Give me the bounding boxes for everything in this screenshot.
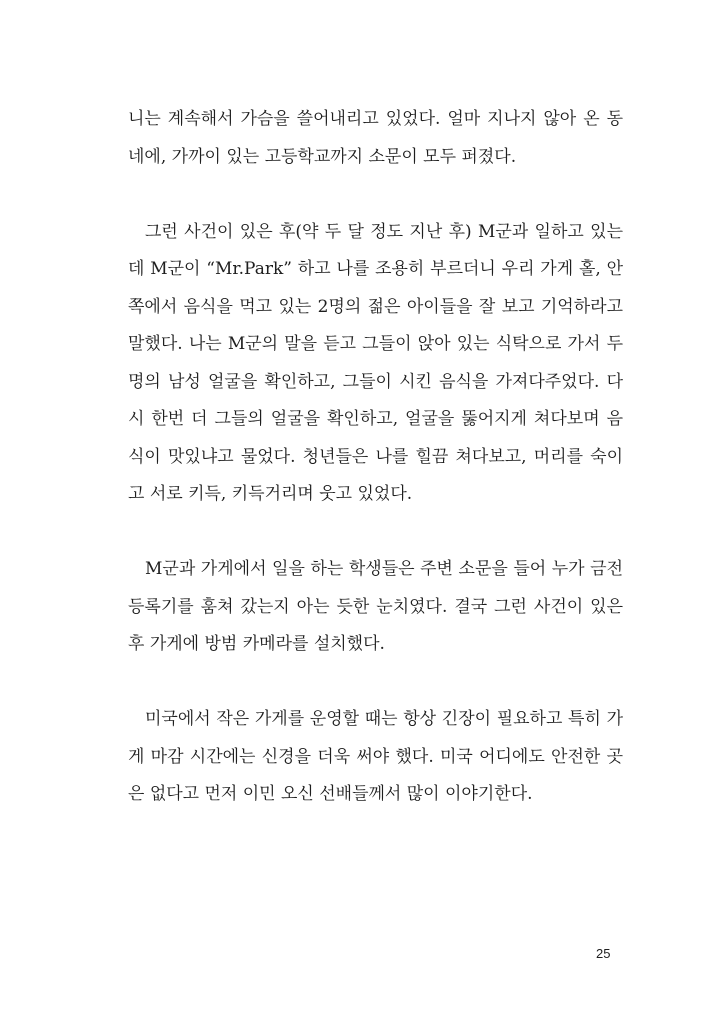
text-line: 등록기를 훔쳐 갔는지 아는 듯한 눈치였다. 결국 그런 사건이 있은 xyxy=(128,596,623,617)
paragraph xyxy=(128,101,623,176)
body-text xyxy=(128,101,623,814)
text-line: 은 없다고 먼저 이민 오신 선배들께서 많이 이야기한다. xyxy=(128,784,533,804)
text-line: 니는 계속해서 가슴을 쓸어내리고 있었다. 얼마 지나지 않아 온 동 xyxy=(128,109,623,129)
paragraph-spacer xyxy=(128,176,623,214)
text-line: 명의 남성 얼굴을 확인하고, 그들이 시킨 음식을 가져다주었다. 다 xyxy=(128,371,623,392)
text-line: 후 가게에 방범 카메라를 설치했다. xyxy=(128,634,385,654)
text-line: 그런 사건이 있은 후(약 두 달 정도 지난 후) M군과 일하고 있는 xyxy=(145,221,623,242)
text-line: 네에, 가까이 있는 고등학교까지 소문이 모두 퍼졌다. xyxy=(128,146,517,167)
paragraph xyxy=(128,551,623,664)
text-line: 데 M군이 “Mr.Park” 하고 나를 조용히 부르더니 우리 가게 홀, 안 xyxy=(128,259,623,279)
text-line: 시 한번 더 그들의 얼굴을 확인하고, 얼굴을 뚫어지게 쳐다보며 음 xyxy=(128,409,623,429)
text-line: M군과 가게에서 일을 하는 학생들은 주변 소문을 들어 누가 금전 xyxy=(145,559,623,579)
text-line: 쪽에서 음식을 먹고 있는 2명의 젊은 아이들을 잘 보고 기억하라고 xyxy=(128,296,623,317)
text-line: 게 마감 시간에는 신경을 더욱 써야 했다. 미국 어디에도 안전한 곳 xyxy=(128,746,623,767)
text-line: 식이 맛있냐고 물었다. 청년들은 나를 힐끔 쳐다보고, 머리를 숙이 xyxy=(128,446,623,467)
text-line: 미국에서 작은 가게를 운영할 때는 항상 긴장이 필요하고 특히 가 xyxy=(145,709,623,729)
page-number: 25 xyxy=(596,946,611,961)
text-line: 고 서로 키득, 키득거리며 웃고 있었다. xyxy=(128,484,413,504)
paragraph-spacer xyxy=(128,514,623,552)
paragraph xyxy=(128,214,623,514)
paragraph xyxy=(128,701,623,814)
text-line: 말했다. 나는 M군의 말을 듣고 그들이 앉아 있는 식탁으로 가서 두 xyxy=(128,334,623,354)
paragraph-spacer xyxy=(128,664,623,702)
